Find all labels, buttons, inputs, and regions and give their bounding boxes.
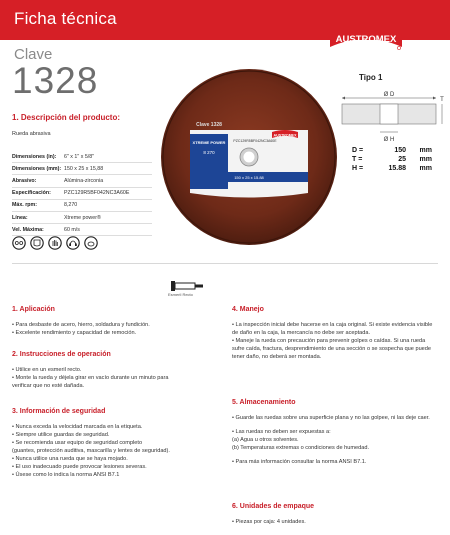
list-item: • Siempre utilice guardas de seguridad. — [12, 432, 110, 438]
dim-value: 150 — [394, 147, 406, 154]
list-item: • Monte la rueda y déjela girar en vacío durante un minuto para — [12, 375, 169, 381]
d-symbol: Ø D — [383, 92, 395, 98]
spec-key: Dimensiones (in): — [12, 151, 64, 163]
dimension-row — [352, 156, 432, 165]
spec-value: 60 m/s — [64, 224, 152, 236]
list-item: • Utilice en un esmeril recto. — [12, 367, 82, 373]
gloves-icon — [48, 236, 62, 250]
paragraph: • Maneje la rueda con precaución para prevenir golpes o caídas. Si una rueda sufre caída, fractura, desprendimiento de una sección o se sospecha que puede tener daño, no deberá ser montada. — [232, 338, 432, 360]
section-divider — [12, 263, 438, 264]
section-unidades — [232, 503, 438, 526]
logo-text: AUSTROMEX — [335, 34, 397, 45]
paragraph: • La inspección inicial debe hacerse en la caja original. Si existe evidencia visible de daño en la caja, la mercancía no debe ser aceptada. — [232, 322, 433, 336]
spec-key: Especificación: — [12, 187, 64, 199]
dim-key: T = — [352, 156, 363, 163]
dim-unit: mm — [419, 147, 432, 154]
spec-row — [12, 175, 152, 187]
tool-label: Esmeril Recto — [168, 292, 193, 297]
disc-line-text: XTREME POWER — [192, 140, 226, 145]
list-item: • Excelente rendimiento y capacidad de remoción. — [12, 330, 137, 336]
abrasive-disc-image — [160, 68, 338, 246]
section-title: 5. Almacenamiento — [232, 399, 296, 406]
list-item: • Para desbaste de acero, hierro, soldadura y fundición. — [12, 322, 150, 328]
section-seguridad — [12, 408, 217, 479]
mask-icon — [84, 236, 98, 250]
t-symbol: T — [440, 97, 444, 103]
spec-row — [12, 151, 152, 163]
spec-value: PZC129R5BF042NC3A60E — [64, 187, 152, 199]
paragraph: • Las ruedas no deben ser expuestas a: — [232, 429, 331, 435]
product-description-text: Rueda abrasiva — [12, 131, 51, 137]
disc-code-top: Clave 1328 — [196, 122, 222, 128]
clave-label: Clave — [14, 46, 53, 63]
face-shield-icon — [30, 236, 44, 250]
clave-number: 1328 — [12, 60, 99, 101]
section-title: 6. Unidades de empaque — [232, 503, 315, 510]
dim-unit: mm — [419, 165, 432, 172]
dimension-row — [352, 165, 432, 174]
section-instrucciones — [12, 351, 217, 390]
list-item: • Úsese como lo indica la norma ANSI B7.1 — [12, 472, 120, 478]
list-item: • El uso inadecuado puede provocar lesiones severas. — [12, 464, 147, 470]
section-manejo — [232, 306, 438, 361]
spec-row — [12, 163, 152, 175]
wheel-side-diagram — [338, 88, 448, 144]
section-aplicacion — [12, 306, 217, 337]
section-almacenamiento — [232, 399, 438, 466]
spec-value: 150 x 25 x 15,88 — [64, 163, 152, 175]
list-item: • Nunca utilice una rueda que se haya mojado. — [12, 456, 128, 462]
product-description-title: 1. Descripción del producto: — [12, 113, 121, 122]
paragraph: • Guarde las ruedas sobre una superficie plana y no las golpee, ni las deje caer. — [232, 415, 430, 421]
dim-unit: mm — [419, 156, 432, 163]
paragraph: (a) Agua u otros solventes. — [232, 437, 299, 443]
spec-value: 8,270 — [64, 199, 152, 211]
spec-value: Alúmina-zirconia — [64, 175, 152, 187]
page-title: Ficha técnica — [14, 9, 117, 28]
dimension-list — [352, 147, 432, 174]
austromex-logo — [326, 24, 406, 50]
dim-value: 25 — [398, 156, 406, 163]
section-title: 1. Aplicación — [12, 306, 55, 313]
spec-row — [12, 224, 152, 236]
paragraph: • Piezas por caja: 4 unidades. — [232, 519, 306, 525]
paragraph: • Para más información consultar la norma ANSI B7.1. — [232, 459, 367, 465]
h-symbol: Ø H — [383, 137, 395, 143]
spec-key: Dimensiones (mm): — [12, 163, 64, 175]
list-item: verificar que no esté dañada. — [12, 383, 85, 389]
safety-icons — [12, 236, 112, 254]
spec-row — [12, 187, 152, 199]
spec-key: Máx. rpm: — [12, 199, 64, 211]
dimension-row — [352, 147, 432, 156]
section-title: 2. Instrucciones de operación — [12, 351, 111, 358]
dim-key: D = — [352, 147, 364, 154]
spec-key: Abrasivo: — [12, 175, 64, 187]
list-item: • Nunca exceda la velocidad marcada en la etiqueta. — [12, 424, 143, 430]
list-item: (guantes, protección auditiva, mascarilla y lentes de seguridad). — [12, 448, 170, 454]
spec-key: Vel. Máxima: — [12, 224, 64, 236]
safety-glasses-icon — [12, 236, 26, 250]
specs-table — [12, 151, 152, 236]
ear-protection-icon — [66, 236, 80, 250]
disc-rpm-text: 8 270 — [203, 150, 215, 155]
spec-value: Xtreme power® — [64, 211, 152, 223]
dim-key: H = — [352, 165, 364, 172]
disc-spec-text: PZC129R5BF042NC3A60E — [233, 139, 277, 143]
spec-value: 6" x 1" x 5/8" — [64, 151, 152, 163]
dim-value: 15.88 — [388, 165, 406, 172]
section-title: 3. Información de seguridad — [12, 408, 106, 415]
disc-brand-text: AUSTROMEX — [273, 133, 297, 138]
spec-row — [12, 199, 152, 211]
paragraph: (b) Temperaturas extremas o condiciones de humedad. — [232, 445, 370, 451]
section-title: 4. Manejo — [232, 306, 264, 313]
list-item: • Se recomienda usar equipo de seguridad completo — [12, 440, 143, 446]
disc-size-text: 150 x 25 x 15.88 — [234, 175, 264, 180]
tipo-label: Tipo 1 — [359, 73, 383, 82]
spec-row — [12, 211, 152, 223]
spec-key: Línea: — [12, 211, 64, 223]
